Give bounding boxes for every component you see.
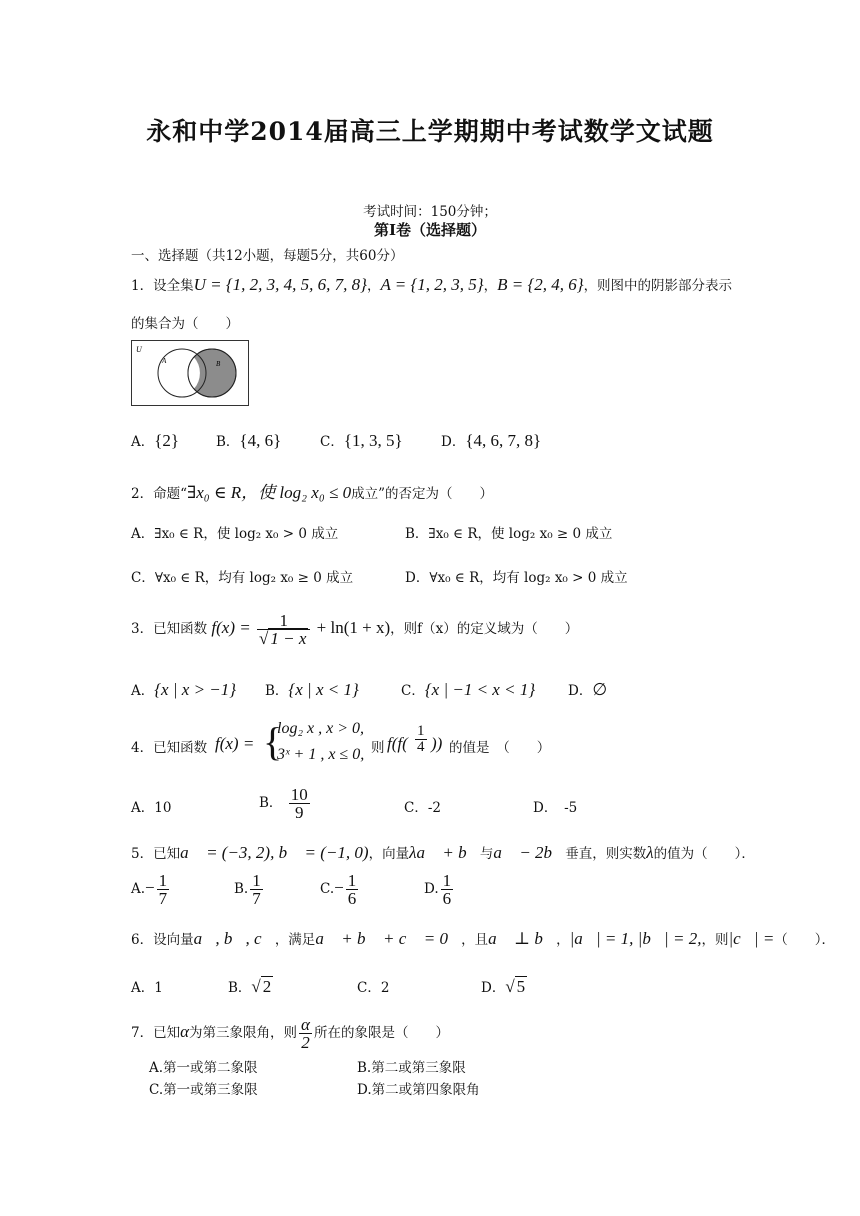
part-one-heading: 一、选择题（共12小题，每题5分，共60分） bbox=[131, 248, 404, 264]
question-1-stem-line2: 的集合为（ ） bbox=[131, 316, 239, 332]
question-5-option-a[interactable]: A.− $\frac{1}{7}$ bbox=[131, 871, 168, 908]
question-6-option-a[interactable]: A．1 bbox=[131, 980, 163, 996]
venn-diagram bbox=[131, 340, 249, 406]
question-6-option-b[interactable]: B．√ 2 bbox=[228, 977, 272, 996]
question-5-option-b[interactable]: B. $\frac{1}{7}$ bbox=[234, 871, 261, 908]
question-2-stem: 2．命题“∃x₀ ∈ R，使 log₂ x₀ ≤ 0成立”的否定为（ ） bbox=[131, 483, 493, 502]
venn-label-u: U bbox=[136, 345, 142, 354]
page-title: 永和中学2014届高三上学期期中考试数学文试题 bbox=[146, 117, 714, 146]
question-2-option-c[interactable]: C．∀x₀ ∈ R，均有 log₂ x₀ ≥ 0 成立 bbox=[131, 570, 354, 586]
question-2-option-d[interactable]: D．∀x₀ ∈ R，均有 log₂ x₀ > 0 成立 bbox=[405, 570, 628, 586]
question-4-option-a[interactable]: A．10 bbox=[131, 800, 172, 816]
section-title: 第Ⅰ卷（选择题） bbox=[373, 221, 487, 239]
question-2-option-b[interactable]: B．∃x₀ ∈ R，使 log₂ x₀ ≥ 0 成立 bbox=[405, 526, 613, 542]
question-4-option-d[interactable]: D． -5 bbox=[533, 800, 578, 816]
question-3-stem: 3．已知函数 f(x) = $\frac{1}{√ 1 - x}$ + ln(1 + x)，则f（x）的定义域为（ ） bbox=[131, 611, 579, 648]
question-7-option-a[interactable]: A.第一或第二象限 bbox=[149, 1060, 258, 1076]
q4-option-b-fraction: $\frac{10}{9}$ bbox=[290, 785, 308, 822]
question-3-option-d[interactable]: D．∅ bbox=[568, 680, 608, 699]
question-6-stem: 6．设向量a⃗, b⃗, c⃗，满足a⃗ + b⃗ + c⃗ = 0⃗，且a⃗ ⊥ b⃗，|a⃗| = 1, |b⃗| = 2,，则|c⃗| =（ ）． bbox=[131, 929, 836, 948]
question-4-option-c[interactable]: C．-2 bbox=[404, 800, 441, 816]
question-5-stem: 5．已知a⃗ = (−3, 2), b⃗ = (−1, 0)，向量λa⃗ + b⃗与a⃗ − 2b⃗垂直，则实数λ的值为（ ）． bbox=[131, 843, 755, 862]
venn-label-b: B bbox=[216, 360, 221, 368]
question-4-option-b[interactable]: B． $\frac{10}{9}$ bbox=[259, 785, 308, 822]
q3-fraction: $\frac{1}{√ 1 - x}$ bbox=[257, 612, 310, 647]
exam-time: 考试时间：150分钟； bbox=[363, 204, 497, 220]
venn-svg bbox=[132, 341, 248, 405]
question-3-option-c[interactable]: C．{x | −1 < x < 1} bbox=[401, 680, 536, 699]
venn-label-a: A bbox=[162, 357, 167, 365]
question-5-option-c[interactable]: C.− $\frac{1}{6}$ bbox=[320, 871, 357, 908]
question-1-option-b[interactable]: B．{4, 6} bbox=[216, 431, 282, 450]
question-7-stem: 7．已知α为第三象限角，则 $\frac{\alpha}{2}$ 所在的象限是（ ） bbox=[131, 1015, 449, 1052]
question-7-option-d[interactable]: D.第二或第四象限角 bbox=[357, 1082, 480, 1098]
q7-fraction: $\frac{\alpha}{2}$ bbox=[301, 1015, 310, 1052]
q4-fraction: $\frac{1}{4}$ bbox=[417, 723, 425, 755]
question-2-option-a[interactable]: A．∃x₀ ∈ R，使 log₂ x₀ > 0 成立 bbox=[131, 526, 339, 542]
question-1-option-c[interactable]: C．{1, 3, 5} bbox=[320, 431, 403, 450]
question-6-option-d[interactable]: D．√ 5 bbox=[481, 977, 526, 996]
question-6-option-c[interactable]: C．2 bbox=[357, 980, 390, 996]
question-1-option-a[interactable]: A．{2} bbox=[131, 431, 180, 450]
question-7-option-b[interactable]: B.第二或第三象限 bbox=[357, 1060, 466, 1076]
question-3-option-b[interactable]: B．{x | x < 1} bbox=[265, 680, 359, 699]
question-5-option-d[interactable]: D. $\frac{1}{6}$ bbox=[424, 871, 452, 908]
question-7-option-c[interactable]: C.第一或第三象限 bbox=[149, 1082, 258, 1098]
question-1-stem: 1．设全集U = {1, 2, 3, 4, 5, 6, 7, 8}，A = {1, 2, 3, 5}，B = {2, 4, 6}，则图中的阴影部分表示 bbox=[131, 275, 733, 294]
question-1-option-d[interactable]: D．{4, 6, 7, 8} bbox=[441, 431, 542, 450]
question-3-option-a[interactable]: A．{x | x > −1} bbox=[131, 680, 237, 699]
